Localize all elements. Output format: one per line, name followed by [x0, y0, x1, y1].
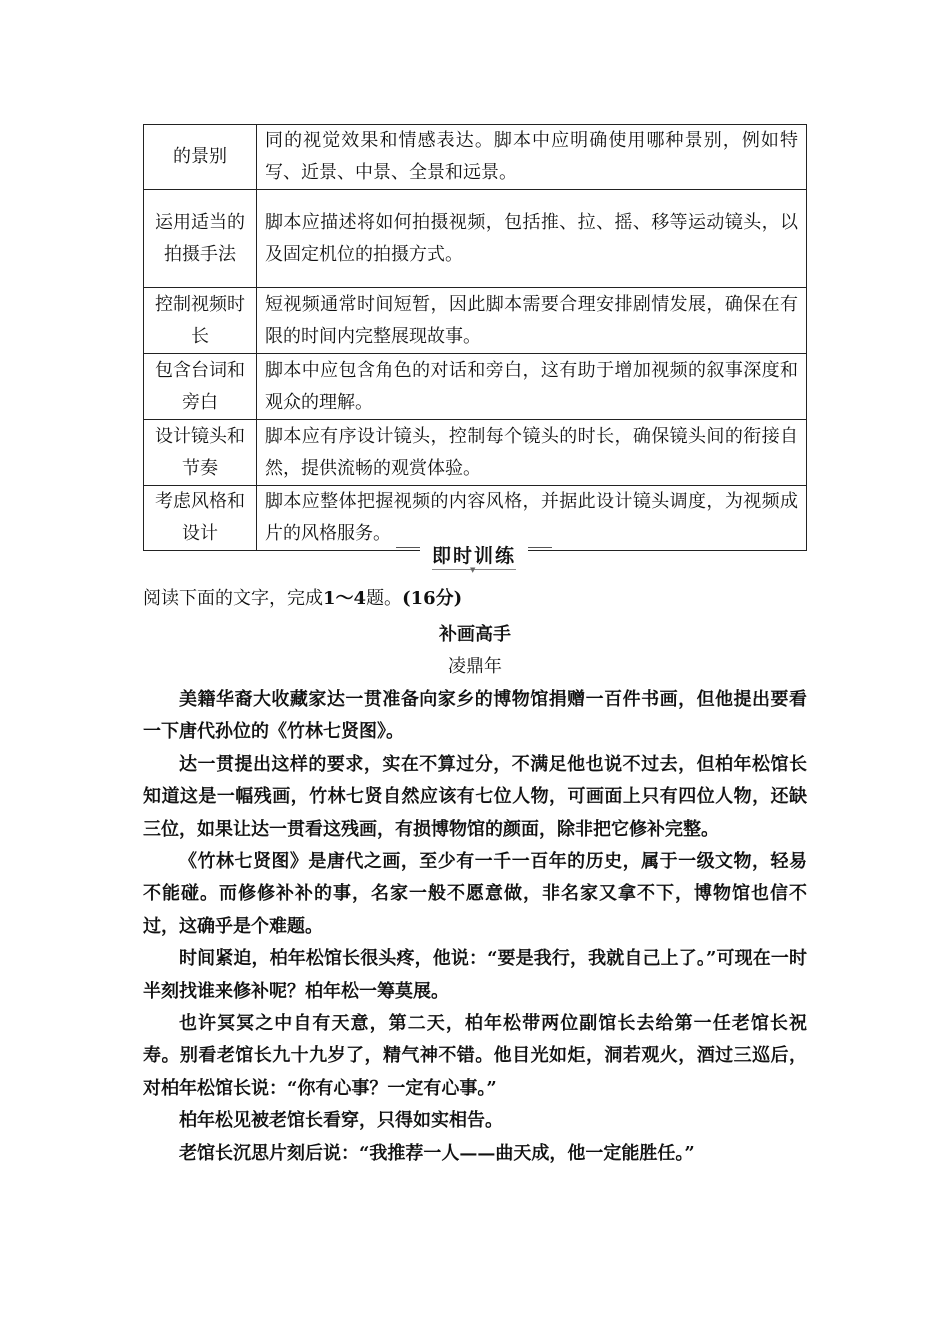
table-row-key: 控制视频时长 [144, 288, 257, 354]
section-heading-label: 即时训练 [420, 543, 528, 569]
table-row-desc: 脚本应整体把握视频的内容风格，并据此设计镜头调度，为视频成片的风格服务。 [257, 486, 807, 551]
table-row-desc: 脚本应描述将如何拍摄视频，包括推、拉、摇、移等运动镜头，以及固定机位的拍摄方式。 [257, 190, 807, 288]
script-requirements-table [143, 124, 807, 551]
story-paragraph: 美籍华裔大收藏家达一贯准备向家乡的博物馆捐赠一百件书画，但他提出要看一下唐代孙位的《竹林七贤图》。 [143, 689, 807, 743]
table-row [144, 190, 807, 288]
table-row-key: 的景别 [144, 125, 257, 190]
story-title: 补画高手 [439, 624, 511, 645]
table-row-key: 考虑风格和设计 [144, 486, 257, 551]
section-heading [396, 541, 552, 573]
story-paragraph: 《竹林七贤图》是唐代之画，至少有一千一百年的历史，属于一级文物，轻易不能碰。而修修补补的事，名家一般不愿意做，非名家又拿不下，博物馆也信不过，这确乎是个难题。 [143, 851, 807, 937]
table-row-key: 包含台词和旁白 [144, 354, 257, 420]
story-paragraph: 达一贯提出这样的要求，实在不算过分，不满足他也说不过去，但柏年松馆长知道这是一幅残画，竹林七贤自然应该有七位人物，可画面上只有四位人物，还缺三位，如果让达一贯看这残画，有损博物馆的颜面，除非把它修补完整。 [143, 753, 807, 840]
table-row-key: 运用适当的拍摄手法 [144, 190, 257, 288]
story-body [143, 684, 807, 1170]
story-paragraph: 柏年松见被老馆长看穿，只得如实相告。 [179, 1110, 503, 1132]
instruction-prefix: 阅读下面的文字，完成 [143, 588, 323, 609]
story-paragraph: 也许冥冥之中自有天意，第二天，柏年松带两位副馆长去给第一任老馆长祝寿。别看老馆长九十九岁了，精气神不错。他目光如炬，洞若观火，酒过三巡后，对柏年松馆长说：“你有心事？一定有心事。” [143, 1013, 807, 1099]
table-row [144, 288, 807, 354]
table-row-desc: 脚本应有序设计镜头，控制每个镜头的时长，确保镜头间的衔接自然，提供流畅的观赏体验。 [257, 420, 807, 486]
story-paragraph: 老馆长沉思片刻后说：“我推荐一人——曲天成，他一定能胜任。” [179, 1142, 695, 1164]
instruction-suffix: 题。 [366, 588, 403, 609]
table-row [144, 420, 807, 486]
table-row-desc: 同的视觉效果和情感表达。脚本中应明确使用哪种景别，例如特写、近景、中景、全景和远景。 [257, 125, 807, 190]
table-row-key: 设计镜头和节奏 [144, 420, 257, 486]
instruction-score: (16分) [402, 588, 463, 609]
exercise-instruction [143, 584, 462, 614]
story-author: 凌鼎年 [448, 656, 502, 677]
table-row-desc: 脚本中应包含角色的对话和旁白，这有助于增加视频的叙事深度和观众的理解。 [257, 354, 807, 420]
table-row [144, 354, 807, 420]
story-paragraph: 时间紧迫，柏年松馆长很头疼，他说：“要是我行，我就自己上了。”可现在一时半刻找谁来修补呢？柏年松一筹莫展。 [143, 948, 807, 1002]
table-row-desc: 短视频通常时间短暂，因此脚本需要合理安排剧情发展，确保在有限的时间内完整展现故事。 [257, 288, 807, 354]
instruction-range: 1～4 [323, 588, 367, 609]
table-row [144, 125, 807, 190]
section-heading-marker-icon: ▼ [470, 566, 476, 574]
